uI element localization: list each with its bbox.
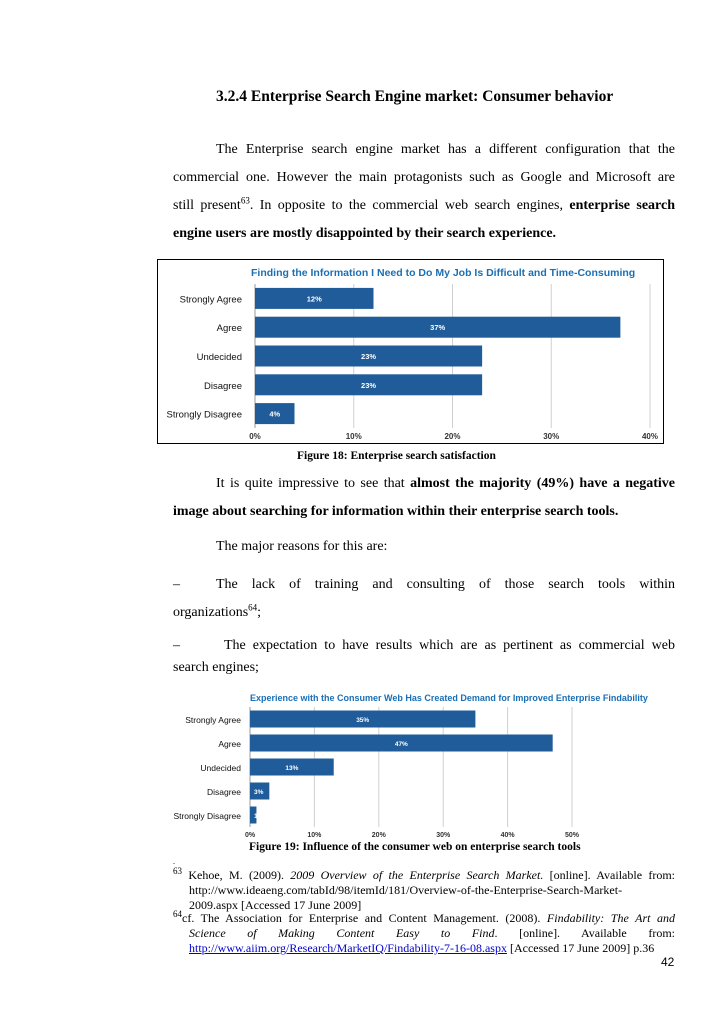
- para-line: [173, 220, 675, 248]
- para-line: The Enterprise search engine market has a different configuration that the: [216, 142, 675, 157]
- para-bold: enterprise search: [569, 198, 676, 213]
- figure-18-caption: Figure 18: Enterprise search satisfaction: [297, 450, 496, 462]
- bullet-line: [173, 599, 675, 627]
- data-label: 4%: [269, 409, 281, 419]
- footnote-number: 64: [173, 909, 182, 919]
- footnote-url: http://www.ideaeng.com/tabId/98/itemId/181/Overview-of-the-Enterprise-Search-Market-: [189, 883, 623, 897]
- page-number: 42: [661, 955, 675, 969]
- footnote-text: cf. The Association for Enterprise and Content Management. (2008).: [182, 911, 547, 925]
- para-text: It is quite impressive to see that: [216, 476, 411, 491]
- footnote-text: . [online]. Available from:: [494, 926, 675, 940]
- category-label: Undecided: [200, 763, 241, 773]
- footnote-title: 2009 Overview of the Enterprise Search Market.: [290, 868, 544, 882]
- footnote-line: [173, 926, 675, 941]
- figure-19-caption: Figure 19: Influence of the consumer web on enterprise search tools: [249, 841, 581, 853]
- footnote-text: Kehoe, M. (2009).: [188, 868, 291, 882]
- x-tick-label: 30%: [436, 832, 451, 839]
- x-tick-label: 20%: [371, 832, 386, 839]
- footnote-ref-64[interactable]: 64: [248, 602, 258, 613]
- footnote-link-aiim[interactable]: http://www.aiim.org/Research/MarketIQ/Findability-7-16-08.aspx: [189, 941, 507, 955]
- para-bold: almost the majority (49%) have a negative: [410, 476, 675, 491]
- paragraph-reasons: The major reasons for this are:: [216, 539, 388, 554]
- data-label: 1%: [254, 813, 264, 820]
- x-tick-label: 50%: [564, 832, 580, 839]
- x-tick-label: 10%: [345, 432, 362, 441]
- chart-title: Experience with the Consumer Web Has Created Demand for Improved Enterprise Findability: [250, 693, 648, 703]
- data-label: 3%: [254, 789, 264, 796]
- data-label: 13%: [285, 765, 299, 772]
- footnote-text: [online]. Available from:: [543, 868, 676, 882]
- footnote-line: [173, 941, 675, 956]
- paragraph-intro: [173, 136, 675, 248]
- data-label: 23%: [361, 380, 377, 390]
- footnote-ref-63[interactable]: 63: [240, 195, 250, 206]
- section-heading: 3.2.4 Enterprise Search Engine market: Consumer behavior: [216, 88, 614, 105]
- bullet-text: The expectation to have results which are as pertinent as commercial web: [224, 638, 675, 653]
- category-label: Strongly Disagree: [166, 409, 242, 421]
- footnote-title: Findability: The Art and: [546, 911, 675, 925]
- footnote-marker: .: [173, 857, 175, 866]
- data-label: 23%: [361, 352, 377, 361]
- bullet-line: [173, 571, 675, 599]
- para-bold: image about searching for information within their enterprise search tools.: [173, 504, 619, 519]
- data-label: 35%: [356, 717, 370, 724]
- bullet-text: organizations: [173, 605, 249, 620]
- para-line: [173, 498, 675, 526]
- category-label: Agree: [216, 323, 242, 335]
- category-label: Agree: [218, 739, 241, 749]
- footnote-line: [173, 868, 675, 883]
- footnote-64: [173, 911, 675, 956]
- category-label: Disagree: [206, 787, 241, 797]
- x-tick-label: 0%: [244, 832, 256, 839]
- bullet-dash: –: [173, 638, 180, 653]
- para-line: [173, 192, 675, 220]
- bullet-item-training: [173, 571, 675, 627]
- category-label: Undecided: [196, 352, 242, 363]
- figure-18-chart: [157, 259, 664, 444]
- para-text: still present: [173, 198, 241, 213]
- bullet-text: The lack of training and consulting of those search tools within: [216, 577, 675, 592]
- x-tick-label: 10%: [307, 832, 322, 839]
- para-line: [173, 470, 675, 498]
- data-label: 47%: [394, 741, 408, 748]
- x-tick-label: 20%: [444, 432, 461, 441]
- footnote-url: 2009.aspx [Accessed 17 June 2009]: [189, 898, 362, 912]
- x-tick-label: 40%: [641, 432, 659, 441]
- footnote-line: [173, 911, 675, 926]
- para-text: . In opposite to the commercial web search engines,: [249, 198, 570, 213]
- data-label: 37%: [430, 323, 446, 333]
- category-label: Disagree: [203, 380, 242, 392]
- footnote-number: 63: [173, 866, 182, 876]
- bullet-text: ;: [257, 605, 262, 620]
- x-tick-label: 0%: [249, 432, 261, 441]
- chart-18-svg: [158, 260, 663, 443]
- chart-title: Finding the Information I Need to Do My Job Is Difficult and Time-Consuming: [251, 267, 636, 279]
- bullet-item-expectation: [173, 635, 675, 679]
- category-label: Strongly Disagree: [173, 811, 241, 821]
- footnote-text: [Accessed 17 June 2009] p.36: [506, 941, 655, 955]
- figure-19-chart: [172, 690, 652, 840]
- footnote-title: Science of Making Content Easy to Find: [189, 926, 495, 940]
- para-line: commercial one. However the main protagonists such as Google and Microsoft are: [173, 170, 675, 185]
- category-label: Strongly Agree: [179, 294, 242, 306]
- footnote-63: [173, 868, 675, 913]
- paragraph-majority: [173, 470, 675, 526]
- category-label: Strongly Agree: [185, 715, 241, 725]
- x-tick-label: 30%: [543, 432, 560, 441]
- bullet-line: search engines;: [173, 660, 259, 675]
- para-bold: engine users are mostly disappointed by their search experience.: [173, 226, 557, 241]
- x-tick-label: 40%: [500, 832, 515, 839]
- chart-19-svg: [172, 690, 652, 840]
- data-label: 12%: [306, 294, 322, 304]
- bullet-dash: –: [173, 577, 180, 592]
- bullet-line: [173, 635, 675, 657]
